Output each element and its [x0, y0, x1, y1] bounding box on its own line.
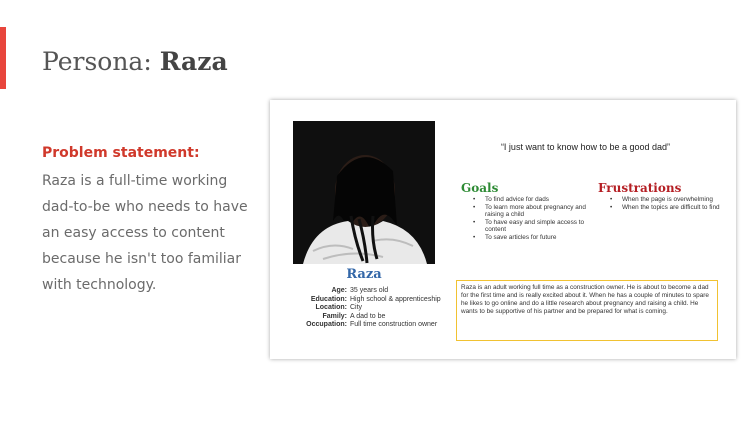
goals-list [469, 196, 587, 242]
list-item: • To have easy and simple access to content [469, 219, 587, 234]
list-item: • To save articles for future [469, 234, 587, 242]
persona-bio: Raza is an adult working full time as a construction owner. He is about to become a dad for the first time and is really excited about it. When he has a couple of minutes to spare he likes to go online and do a little research about pregnancy and raising a child. He wants to be supportive of his partner and be prepared for what is coming. [456, 280, 718, 341]
persona-name: Raza [346, 267, 382, 282]
info-key: Family: [322, 312, 347, 320]
problem-statement-text: Raza is a full-time working dad-to-be who needs to have an easy access to content because he isn't too familiar with technology. [42, 173, 248, 293]
list-item: • To learn more about pregnancy and raising a child [469, 204, 587, 219]
frustrations-heading: Frustrations [598, 181, 682, 195]
persona-quote: “I just want to know how to be a good dad” [500, 142, 671, 152]
info-key: Education: [310, 295, 347, 303]
info-key: Occupation: [306, 321, 347, 328]
info-value: City [350, 304, 363, 311]
info-row-education [290, 296, 441, 305]
info-row-age [290, 287, 441, 296]
persona-info [290, 287, 441, 330]
list-item: • To find advice for dads [469, 196, 587, 204]
list-item: • When the topics are difficult to find [606, 204, 724, 212]
info-value: 35 years old [350, 287, 389, 294]
info-value: A dad to be [350, 312, 386, 320]
page-title [42, 47, 228, 76]
problem-statement-label: Problem statement: [42, 145, 200, 161]
info-row-location [290, 304, 441, 313]
info-value: Full time construction owner [350, 321, 438, 328]
persona-photo [293, 121, 435, 264]
info-value: High school & apprenticeship [350, 295, 441, 303]
persona-card [270, 100, 736, 359]
info-row-family [290, 313, 441, 322]
title-prefix: Persona: [42, 47, 160, 76]
frustrations-list [606, 196, 724, 211]
goals-heading: Goals [461, 181, 499, 195]
info-key: Location: [315, 304, 347, 311]
title-name: Raza [159, 47, 228, 76]
info-row-occupation [290, 321, 441, 330]
list-item: • When the page is overwhelming [606, 196, 724, 204]
info-key: Age: [331, 287, 347, 294]
accent-bar [0, 27, 6, 89]
